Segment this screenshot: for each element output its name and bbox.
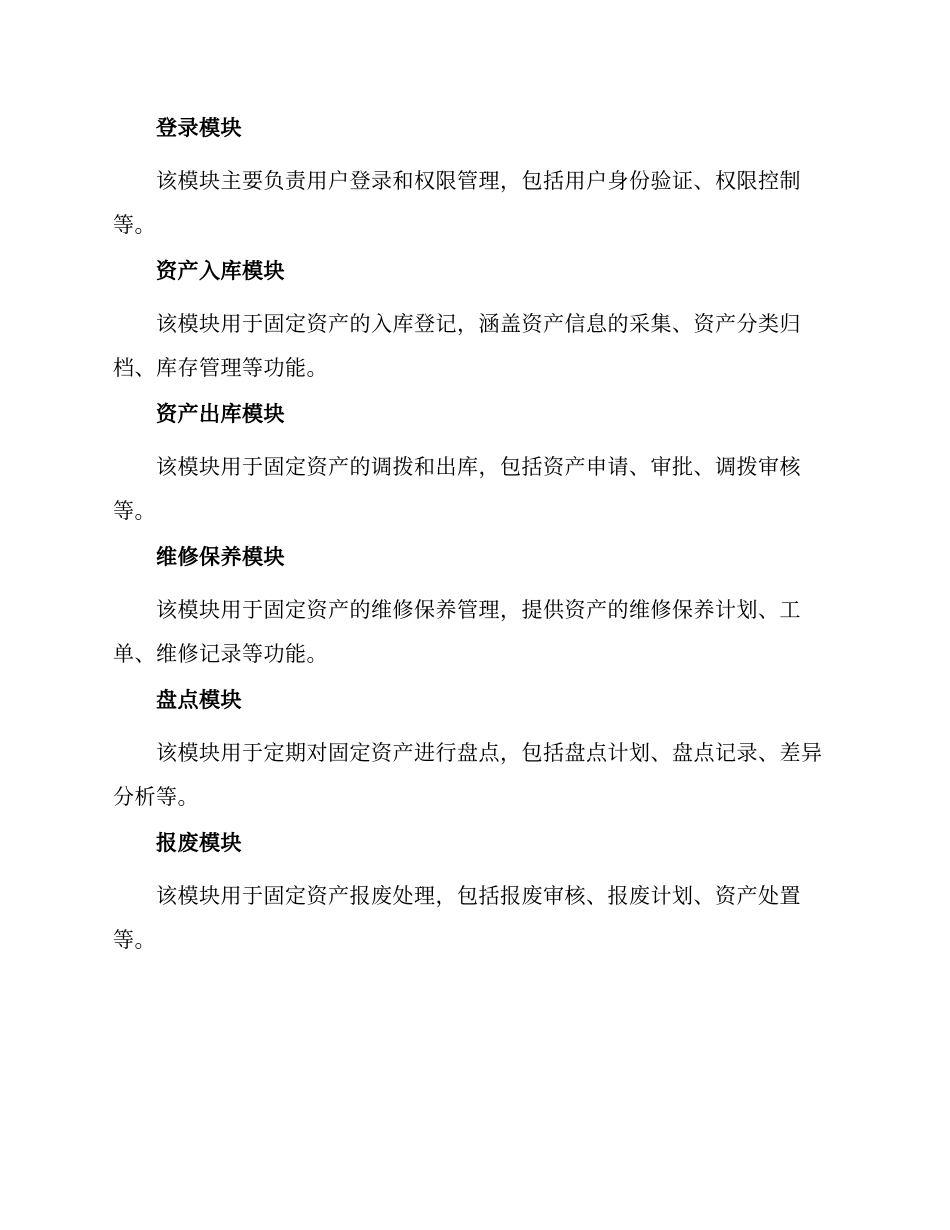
section-paragraph [113, 446, 833, 533]
section-paragraph [113, 160, 833, 247]
paragraph-line: 档、库存管理等功能。 [113, 355, 328, 380]
section-maintenance [113, 539, 833, 676]
paragraph-line: 单、维修记录等功能。 [113, 641, 328, 666]
paragraph-line: 该模块用于定期对固定资产进行盘点，包括盘点计划、盘点记录、差异 [156, 741, 823, 765]
section-heading: 登录模块 [156, 116, 242, 140]
paragraph-line: 等。 [113, 212, 156, 237]
section-paragraph [113, 875, 833, 962]
paragraph-line: 该模块用于固定资产的调拨和出库，包括资产申请、审批、调拨审核 [156, 455, 801, 479]
section-asset-outbound [113, 396, 833, 533]
paragraph-line: 该模块用于固定资产的维修保养管理，提供资产的维修保养计划、工 [156, 598, 801, 622]
section-heading: 维修保养模块 [156, 545, 285, 569]
section-scrap [113, 825, 833, 962]
section-heading: 报废模块 [156, 831, 242, 855]
section-inventory-check [113, 682, 833, 819]
section-paragraph [113, 303, 833, 390]
paragraph-line: 分析等。 [113, 784, 199, 809]
section-heading: 资产出库模块 [156, 402, 285, 426]
section-heading: 盘点模块 [156, 688, 242, 712]
paragraph-line: 该模块用于固定资产的入库登记，涵盖资产信息的采集、资产分类归 [156, 312, 801, 336]
section-login [113, 110, 833, 247]
document-page [113, 110, 833, 968]
section-heading: 资产入库模块 [156, 259, 285, 283]
paragraph-line: 该模块主要负责用户登录和权限管理，包括用户身份验证、权限控制 [156, 169, 801, 193]
paragraph-line: 等。 [113, 927, 156, 952]
section-asset-inbound [113, 253, 833, 390]
section-paragraph [113, 589, 833, 676]
paragraph-line: 该模块用于固定资产报废处理，包括报废审核、报废计划、资产处置 [156, 884, 801, 908]
paragraph-line: 等。 [113, 498, 156, 523]
section-paragraph [113, 732, 833, 819]
